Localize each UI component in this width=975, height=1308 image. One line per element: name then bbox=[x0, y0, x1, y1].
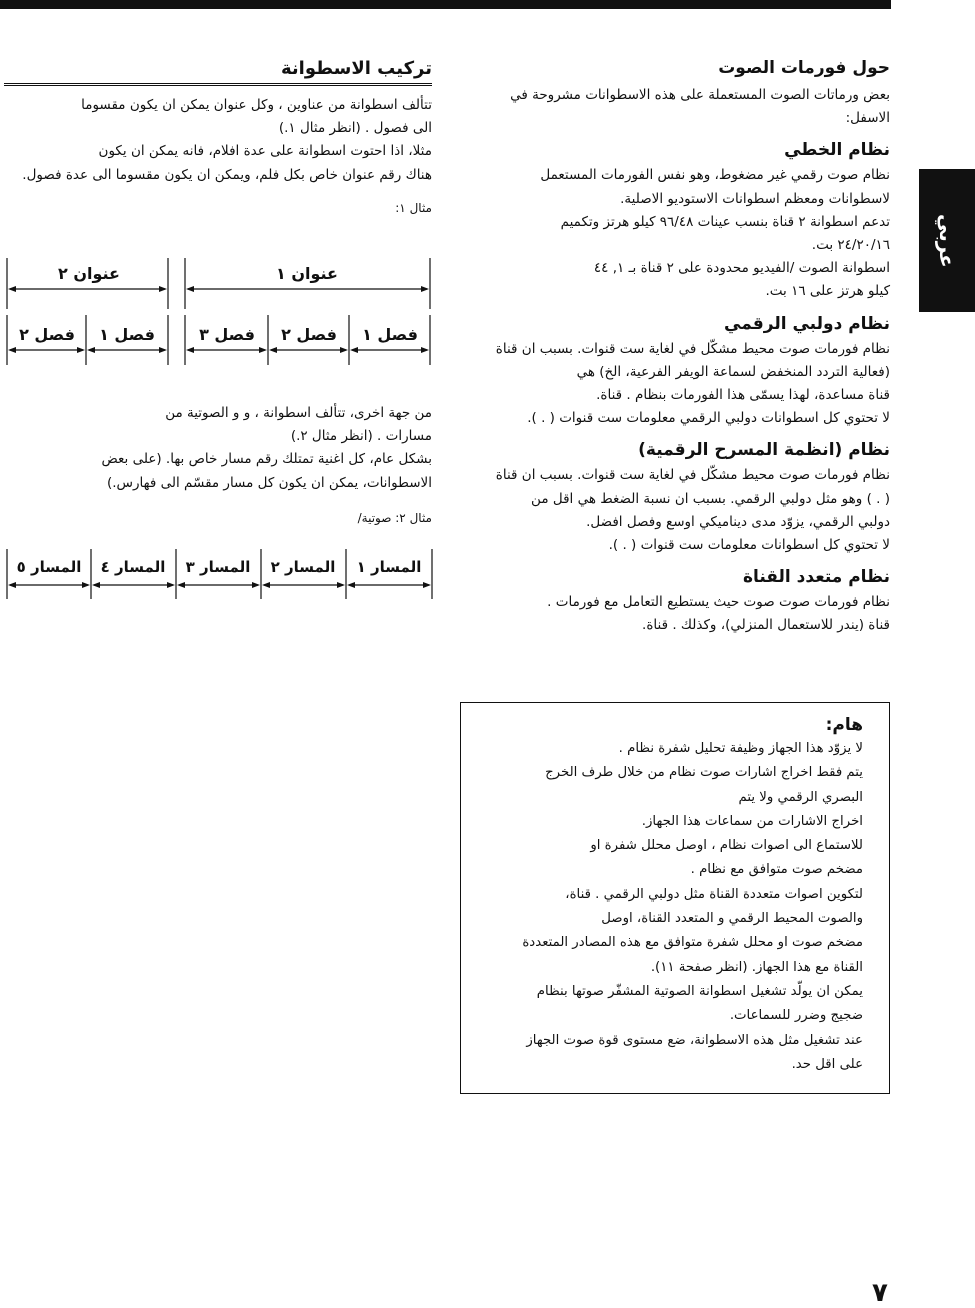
section-line: قناة (يندر للاستعمال المنزلي)، وكذلك . قناة. bbox=[642, 617, 890, 634]
track-label: المسار ٤ bbox=[100, 558, 166, 576]
audio-formats-column bbox=[458, 58, 890, 638]
important-line: يمكن ان يولّد تشغيل اسطوانة الصوتية المشفّر صوتها بنظام bbox=[536, 983, 863, 999]
tracks-diagram bbox=[0, 546, 436, 602]
section-title: نظام (انظمة المسرح الرقمية) bbox=[638, 440, 890, 461]
section-line: دولبي الرقمي، يزوّد مدى ديناميكي اوسع وفصل افضل. bbox=[586, 513, 890, 530]
section-mpeg-multichannel bbox=[458, 567, 890, 637]
title-label-1: عنوان ١ bbox=[276, 264, 338, 283]
important-line: والصوت المحيط الرقمي و المتعدد القناة، اوصل bbox=[601, 911, 863, 927]
section-line: كيلو هرتز على ١٦ بت. bbox=[765, 283, 890, 300]
disc-structure-heading: تركيب الاسطوانة bbox=[280, 58, 432, 79]
track-label: المسار ٣ bbox=[185, 558, 251, 576]
section-line: نظام فورمات صوت صوت حيث يستطيع التعامل مع فورمات . bbox=[547, 594, 890, 611]
important-line: مضخم صوت او محلل شفرة متوافق مع هذه المصادر المتعددة bbox=[522, 935, 863, 951]
para1-line: الى فصول . (انظر مثال ١.) bbox=[278, 120, 432, 137]
heading-rule bbox=[4, 83, 432, 86]
language-tab-label: عربي bbox=[935, 213, 959, 268]
language-tab bbox=[919, 169, 975, 312]
section-title: نظام دولبي الرقمي bbox=[724, 313, 890, 334]
section-title: نظام الخطي bbox=[784, 140, 890, 161]
important-line: على اقل حد. bbox=[791, 1056, 863, 1072]
chapter-label: فصل ٣ bbox=[199, 325, 255, 344]
important-line: لتكوين اصوات متعددة القناة مثل دولبي الرقمي . قناة، bbox=[565, 886, 863, 902]
section-line: ( . ) وهو مثل دولبي الرقمي. بسبب ان نسبة الضغط هي اقل من bbox=[531, 490, 890, 507]
section-line: ٢٤/٢٠/١٦ بت. bbox=[811, 237, 890, 254]
section-line: (فعالية التردد المنخفض لسماعة الويفر الفرعية، الخ) هي bbox=[576, 363, 890, 380]
important-line: القناة مع هذا الجهاز. (انظر صفحة ١١). bbox=[650, 959, 863, 975]
important-line: مضخم صوت متوافق مع نظام . bbox=[690, 862, 863, 878]
example1-label: مثال ١: bbox=[395, 200, 432, 215]
important-line: اخراج الاشارات من سماعات هذا الجهاز. bbox=[641, 813, 863, 829]
important-line: يتم فقط اخراج اشارات صوت نظام من خلال طرف الخرج bbox=[545, 765, 863, 781]
para1-line: تتألف اسطوانة من عناوين ، وكل عنوان يمكن ان يكون مقسوما bbox=[81, 97, 432, 113]
important-line: للاستماع الى اصوات نظام ، اوصل محلل شفرة او bbox=[590, 838, 863, 854]
chapter-label: فصل ٢ bbox=[19, 325, 75, 344]
disc-structure-column bbox=[4, 58, 432, 220]
para1-line: مثلا، اذا احتوت اسطوانة على عدة افلام، فانه يمكن ان يكون bbox=[98, 143, 432, 160]
intro-line-2: الاسفل: bbox=[845, 110, 890, 127]
track-label: المسار ٥ bbox=[16, 558, 82, 576]
example2-label: مثال ٢: صوتية/ bbox=[357, 510, 432, 525]
section-line: نظام فورمات صوت محيط مشكّل في لغاية ست قنوات. بسبب ان قناة bbox=[495, 467, 890, 484]
track-label: المسار ٢ bbox=[270, 558, 336, 576]
section-line: لا تحتوي كل اسطوانات دولبي الرقمي معلومات ست قنوات ( . ). bbox=[527, 410, 890, 427]
para2-line: مسارات . (انظر مثال ٢.) bbox=[290, 428, 432, 445]
para2-line: بشكل عام، كل اغنية تمتلك رقم مسار خاص بها. (على بعض bbox=[101, 451, 432, 468]
titles-chapters-diagram bbox=[0, 255, 436, 367]
para1-line: هناك رقم عنوان خاص بكل فلم، ويمكن ان يكون مقسوما الى عدة فصول. bbox=[22, 166, 432, 183]
section-line: قناة مساعدة، لهذا يسمّى هذا الفورمات بنظام . قناة. bbox=[596, 387, 890, 404]
intro-line-1: بعض ورماتات الصوت المستعملة على هذه الاسطوانات مشروحة في bbox=[510, 87, 890, 103]
important-line: ضجيج وضرر للسماعات. bbox=[729, 1008, 863, 1024]
important-line: البصري الرقمي ولا يتم bbox=[738, 789, 863, 805]
chapter-label: فصل ٢ bbox=[281, 325, 337, 344]
section-line: تدعم اسطوانة ٢ قناة بنسب عينات ٩٦/٤٨ كيلو هرتز وتكميم bbox=[560, 213, 890, 230]
important-note-box bbox=[460, 702, 890, 1094]
section-dolby-digital bbox=[458, 314, 890, 431]
section-line: اسطوانة الصوت /الفيديو محدودة على ٢ قناة بـ ١, ٤٤ bbox=[593, 260, 890, 277]
chapter-label: فصل ١ bbox=[362, 325, 418, 344]
important-line: عند تشغيل مثل هذه الاسطوانة، ضع مستوى قوة صوت الجهاز bbox=[526, 1032, 863, 1048]
chapter-label: فصل ١ bbox=[99, 325, 155, 344]
section-line: نظام فورمات صوت محيط مشكّل في لغاية ست قنوات. بسبب ان قناة bbox=[495, 340, 890, 357]
audio-formats-heading: حول فورمات الصوت bbox=[718, 58, 890, 78]
para2-line: الاسطوانات، يمكن ان يكون كل مسار مقسّم الى فهارس.) bbox=[107, 474, 432, 491]
section-dts bbox=[458, 440, 890, 557]
section-line: لاسطوانات ومعظم اسطوانات الاستوديو الاصلية. bbox=[620, 190, 890, 207]
section-line: نظام صوت رقمي غير مضغوط، وهو نفس الفورمات المستعمل bbox=[540, 167, 890, 184]
section-line: لا تحتوي كل اسطوانات معلومات ست قنوات ( . ). bbox=[608, 537, 890, 554]
important-title: هام: bbox=[825, 715, 863, 735]
para2-line: من جهة اخرى، تتألف اسطوانة ، و و الصوتية من bbox=[165, 405, 432, 421]
track-label: المسار ١ bbox=[356, 558, 422, 576]
page-number: ٧ bbox=[872, 1278, 888, 1308]
important-line: لا يزوّد هذا الجهاز وظيفة تحليل شفرة نظام . bbox=[618, 741, 863, 756]
section-linear-pcm bbox=[458, 140, 890, 303]
section-title: نظام متعدد القناة bbox=[742, 567, 890, 588]
title-label-2: عنوان ٢ bbox=[58, 264, 120, 283]
top-rule bbox=[0, 0, 891, 9]
tracks-text bbox=[4, 402, 432, 530]
